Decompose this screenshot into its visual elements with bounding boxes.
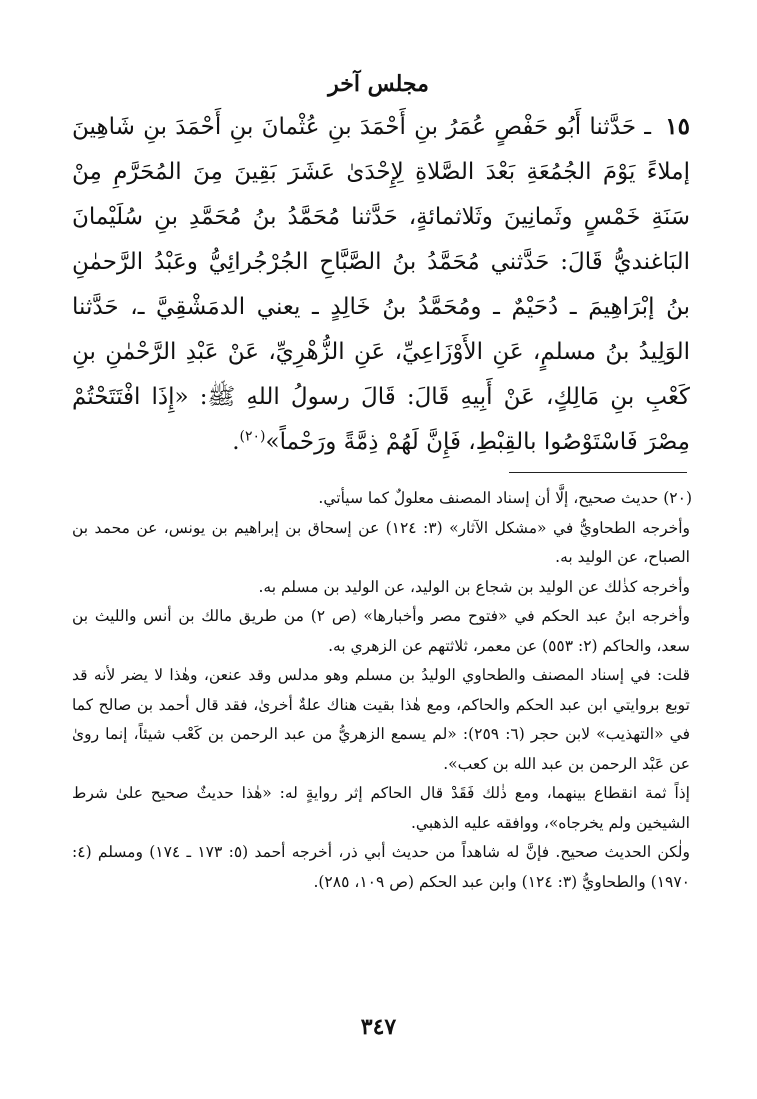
hadith-number: ١٥ — [665, 113, 690, 140]
footnote-paragraph: إذاً ثمة انقطاع بينهما، ومع ذٰلك فَقَدْ قال الحاكم إثر روايةٍ له: «هٰذا حديثٌ صحيح علىٰ شرط الشيخين ولم يخرجاه»، ووافقه عليه الذهبي. — [72, 784, 690, 832]
footnote-paragraph: وأخرجه ابنُ عبد الحكم في «فتوح مصر وأخبارها» (ص ٢) من طريق مالك بن أنس والليث بن سعد، والحاكم (٢: ٥٥٣) عن معمر، ثلاثتهم عن الزهري به. — [72, 607, 690, 655]
footnote-paragraph: قلت: في إسناد المصنف والطحاوي الوليدُ بن مسلم وهو مدلس وقد عنعن، وهٰذا لا يضر لأنه قد توبع بروايتي ابن عبد الحكم والحاكم، ومع هٰذا بقيت هناك علةٌ أخرىٰ، فقد قال أحمد بن صالح كما في «التهذيب» لابن حجر (٦: ٢٥٩): «لم يسمع الزهريُّ من عبد الرحمن بن كَعْب شيئاً، إنما روىٰ عن عَبْد الرحمن بن عبد الله بن كعب». — [72, 666, 690, 773]
section-title: مجلس آخر — [328, 71, 429, 97]
hadith-text-block — [72, 104, 690, 465]
footnote-20-heading: (٢٠) حديث صحيح، إلَّا أن إسناد المصنف معلولٌ كما سيأتي. — [318, 489, 692, 507]
hadith-end-mark: . — [232, 429, 240, 455]
footnote-paragraph: ولٰكن الحديث صحيح. فإنَّ له شاهداً من حديث أبي ذر، أخرجه أحمد (٥: ١٧٣ ـ ١٧٤) ومسلم (٤: ١٩٧٠) والطحاويُّ (٣: ١٢٤) وابن عبد الحكم (ص ١٠٩، ٢٨٥). — [72, 843, 690, 891]
footnotes-section — [72, 484, 692, 897]
footnote-paragraph: وأخرجه الطحاويُّ في «مشكل الآثار» (٣: ١٢٤) عن إسحاق بن إبراهيم بن يونس، عن محمد بن الصباح، عن الوليد به. — [72, 518, 690, 566]
footnote-paragraph: وأخرجه كذٰلك عن الوليد بن شجاع بن الوليد، عن الوليد بن مسلم به. — [258, 577, 690, 596]
footnote-reference[interactable]: (٢٠) — [239, 428, 266, 445]
hadith-body: ـ حَدَّثنا أَبُو حَفْصٍ عُمَرُ بنِ أَحْمَدَ بنِ عُثْمانَ بنِ أَحْمَدَ بنِ شَاهِينَ إملاءً يَوْمَ الجُمُعَةِ بَعْدَ الصَّلاةِ لِإِحْدَىٰ عَشَرَ بَقِينَ مِنَ المُحَرَّمِ مِنْ سَنَةِ خَمْسٍ وثَمانِينَ وثَلاثمائةٍ، حَدَّثنا مُحَمَّدُ بنُ مُحَمَّدِ بنِ سُلَيْمانَ البَاغنديُّ قَالَ: حَدَّثني مُحَمَّدُ بنُ الصَّبَّاحِ الجُرْجُرائِيُّ وعَبْدُ الرَّحمٰنِ بنُ إبْرَاهِيمَ ـ دُحَيْمٌ ـ ومُحَمَّدُ بنُ خَالِدٍ ـ يعني الدمَشْقِيَّ ـ، حَدَّثنا الوَلِيدُ بنُ مسلمٍ، عَنِ الأَوْزَاعِيِّ، عَنِ الزُّهْرِيِّ، عَنْ عَبْدِ الرَّحْمٰنِ بنِ كَعْبِ بنِ مَالِكٍ، عَنْ أَبِيهِ قَالَ: قَالَ رسولُ اللهِ ﷺ: «إِذَا افْتَتَحْتُمْ مِصْرَ فَاسْتَوْصُوا بالقِبْطِ، فَإِنَّ لَهُمْ ذِمَّةً ورَحْماً» — [72, 114, 690, 455]
page-number: ٣٤٧ — [360, 1014, 397, 1040]
footnote-divider — [509, 472, 687, 473]
